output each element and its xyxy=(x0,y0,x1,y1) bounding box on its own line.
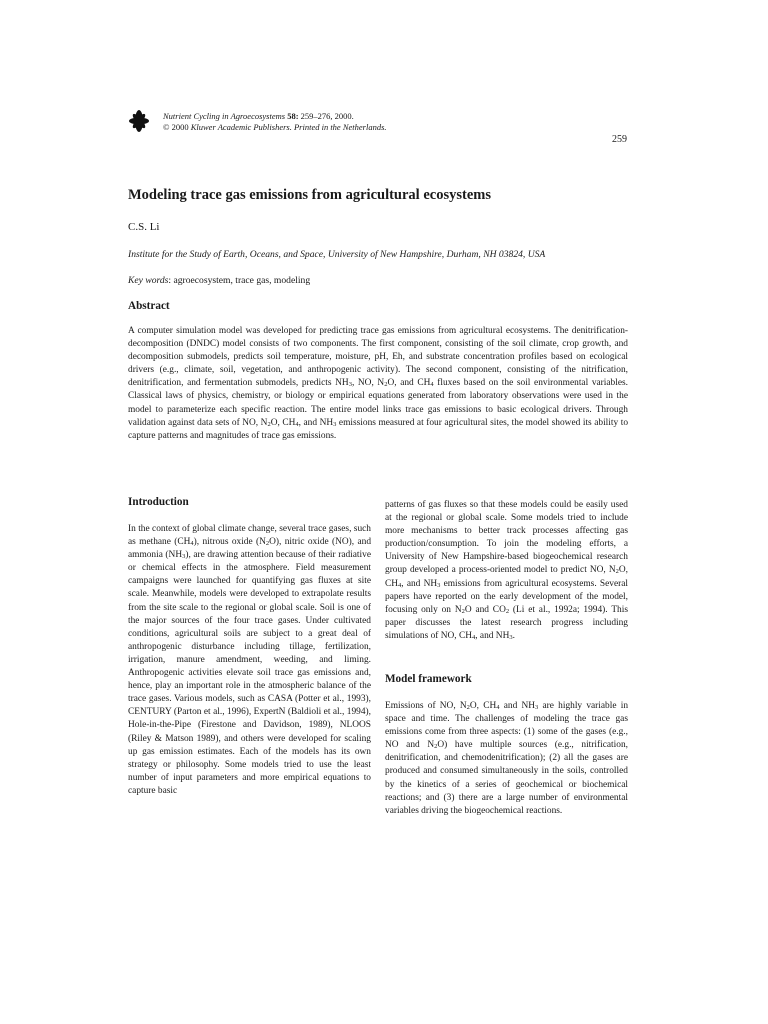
journal-citation xyxy=(163,111,563,133)
copyright-text: © 2000 xyxy=(163,122,189,132)
keywords-line xyxy=(128,275,310,286)
introduction-continued-paragraph: patterns of gas fluxes so that these models could be easily used at the regional or global scale. Some models tried to include more mechanisms to better track processes affecting gas production/consumption. To join the modeling efforts, a University of New Hampshire-based biogeochemical research group developed a process-oriented model to predict NO, $N_2O$, $CH_4$, and $NH_3$ emissions from agricultural ecosystems. Several papers have reported on the early development of the model, focusing only on $N_2O$ and $CO_2$ (Li et al., 1992a; 1994). This paper discusses the latest research progress including simulations of NO, $CH_4$, and $NH_3$. xyxy=(385,500,628,641)
publisher-text: Kluwer Academic Publishers. Printed in the Netherlands. xyxy=(190,122,387,132)
page-number: 259 xyxy=(612,134,627,145)
author-affiliation: Institute for the Study of Earth, Oceans, and Space, University of New Hampshire, Durham, NH 03824, USA xyxy=(128,249,546,260)
journal-pages: 259–276, 2000. xyxy=(300,111,354,121)
introduction-paragraph: In the context of global climate change, several trace gases, such as methane $(CH_4)$, nitrous oxide $(N_2O)$, nitric oxide (NO), and ammonia $(NH_3)$, are drawing attention because of their radiative or chemical effects in the atmosphere. Field measurement campaigns were launched for quantifying gas fluxes at site scale. Meanwhile, models were developed to extrapolate results from the site scale to the regional or global scale. Soil is one of the major sources of the four trace gases. Under cultivated conditions, agricultural soils are subject to a great deal of anthropogenic disturbance including tillage, fertilization, irrigation, manure amendment, weeding, and liming. Anthropogenic activities elevate soil trace gas emissions and, hence, play an important role in the atmospheric balance of the trace gases. Various models, such as CASA (Potter et al., 1993), CENTURY (Parton et al., 1996), ExpertN (Baldioli et al., 1994), Hole-in-the-Pipe (Firestone and Davidson, 1989), NLOOS (Riley & Matson 1989), and others were developed for scaling up gas emission estimates. Each of the models has its own strategy or philosophy. Some models tried to use the least number of input parameters and more empirical equations to capture basic xyxy=(128,524,372,796)
journal-volume: 58: xyxy=(287,111,299,121)
publisher-logo-icon xyxy=(128,108,150,134)
introduction-heading: Introduction xyxy=(128,496,189,508)
article-author: C.S. Li xyxy=(128,221,160,233)
abstract-heading: Abstract xyxy=(128,300,170,312)
keywords-label: Key words xyxy=(128,275,169,286)
abstract-text: A computer simulation model was developed for predicting trace gas emissions from agricultural ecosystems. The denitrification-decomposition (DNDC) model consists of two components. The first component, consisting of the soil climate, crop growth, and decomposition submodels, predicts soil temperature, moisture, pH, Eh, and substrate concentration profiles based on ecological drivers (e.g., climate, soil, vegetation, and anthropogenic activity). The second component, consisting of the nitrification, denitrification, and fermentation submodels, predicts $NH_3$, NO, $N_2O$, and $CH_4$ fluxes based on the soil environmental variables. Classical laws of physics, chemistry, or biology or empirical equations generated from laboratory observations were used in the model to parameterize each specific reaction. The entire model links trace gas emissions to basic ecological drivers. Through validation against data sets of NO, $N_2O$, $CH_4$, and $NH_3$ emissions measured at four agricultural sites, the model showed its ability to capture patterns and magnitudes of trace gas emissions. xyxy=(128,326,629,441)
keywords-list: : agroecosystem, trace gas, modeling xyxy=(168,275,311,286)
article-title: Modeling trace gas emissions from agricultural ecosystems xyxy=(128,187,491,203)
journal-name: Nutrient Cycling in Agroecosystems xyxy=(163,111,286,121)
model-framework-paragraph: Emissions of NO, $N_2O$, $CH_4$ and $NH_3$ are highly variable in space and time. The challenges of modeling the trace gas emissions come from three aspects: (1) some of the gases (e.g., NO and $N_2O$) have multiple sources (e.g., nitrification, denitrification, and chemodenitrification); (2) all the gases are produced and consumed simultaneously in the soils, controlled by the kinetics of a series of geochemical or biochemical reactions; and (3) there are a large number of environmental variables driving the biogeochemical reactions. xyxy=(385,701,629,816)
model-framework-heading: Model framework xyxy=(385,673,472,685)
